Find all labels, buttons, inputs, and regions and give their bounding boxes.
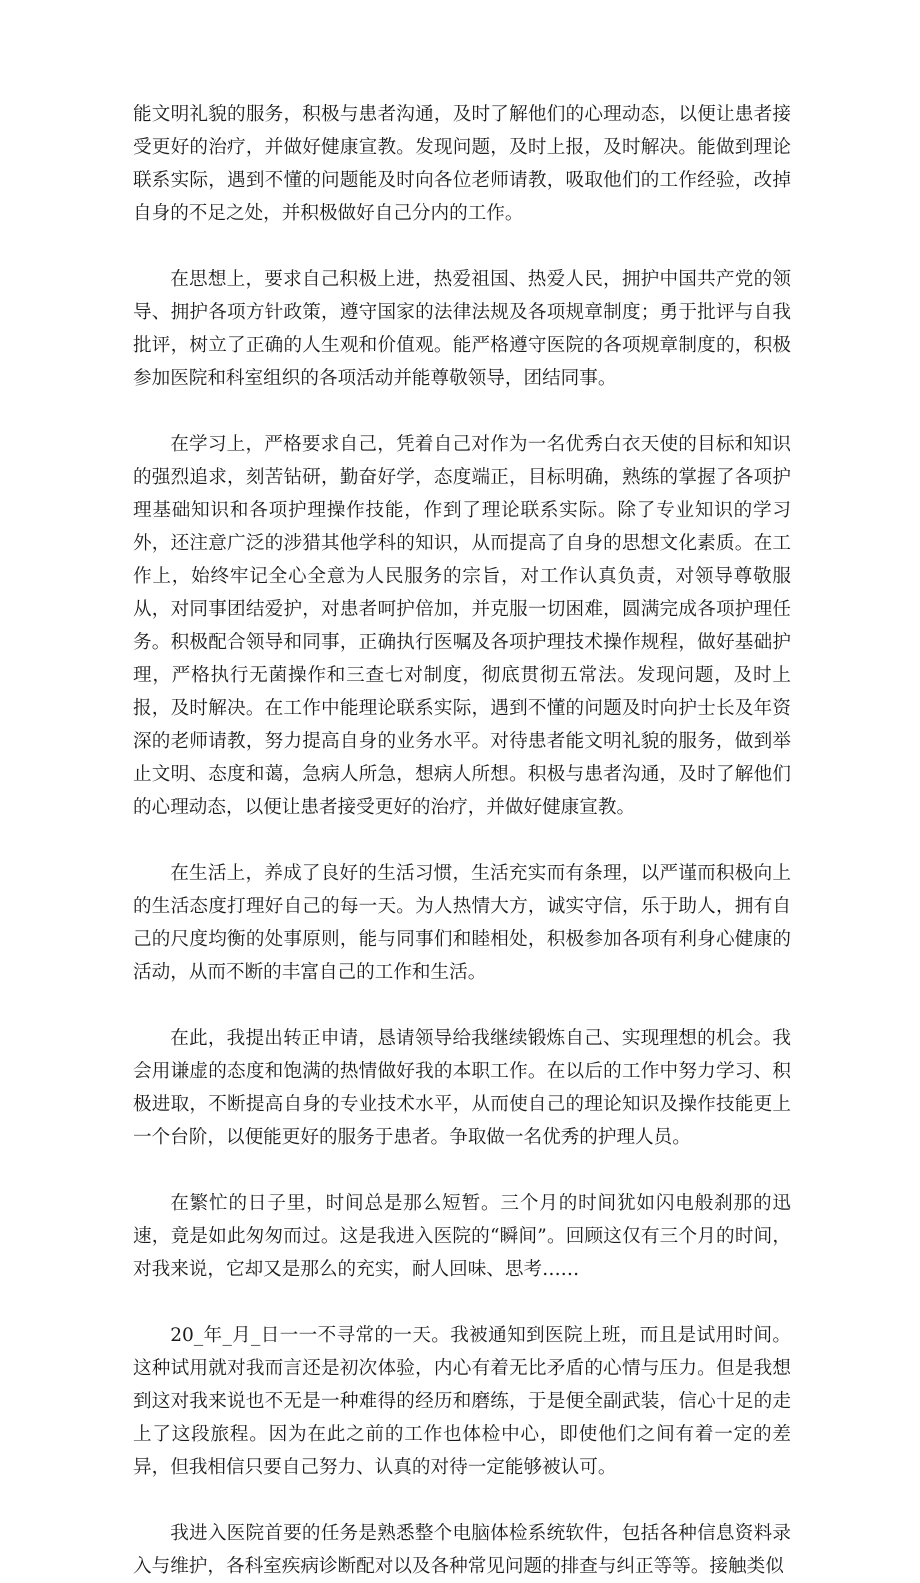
paragraph-3: 在学习上，严格要求自己，凭着自己对作为一名优秀白衣天使的目标和知识的强烈追求，刻苦钻研，勤奋好学，态度端正，目标明确，熟练的掌握了各项护理基础知识和各项护理操作技能，作到了理论联系实际。除了专业知识的学习外，还注意广泛的涉猎其他学科的知识，从而提高了自身的思想文化素质。在工作上，始终牢记全心全意为人民服务的宗旨，对工作认真负责，对领导尊敬服从，对同事团结爱护，对患者呵护倍加，并克服一切困难，圆满完成各项护理任务。积极配合领导和同事，正确执行医嘱及各项护理技术操作规程，做好基础护理，严格执行无菌操作和三查七对制度，彻底贯彻五常法。发现问题，及时上报，及时解决。在工作中能理论联系实际，遇到不懂的问题及时向护士长及年资深的老师请教，努力提高自身的业务水平。对待患者能文明礼貌的服务，做到举止文明、态度和蔼，急病人所急，想病人所想。积极与患者沟通，及时了解他们的心理动态，以便让患者接受更好的治疗，并做好健康宣教。: [133, 434, 791, 818]
paragraph-7: 20_年_月_日一一不寻常的一天。我被通知到医院上班，而且是试用时间。这种试用就对我而言还是初次体验，内心有着无比矛盾的心情与压力。但是我想到这对我来说也不无是一种难得的经历和磨练，于是便全副武装，信心十足的走上了这段旅程。因为在此之前的工作也体检中心，即使他们之间有着一定的差异，但我相信只要自己努力、认真的对待一定能够被认可。: [133, 1325, 791, 1478]
paragraph-8: 我进入医院首要的任务是熟悉整个电脑体检系统软件，包括各种信息资料录入与维护，各科室疾病诊断配对以及各种常见问题的排查与纠正等等。接触类似: [133, 1523, 791, 1577]
paragraph-2: 在思想上，要求自己积极上进，热爱祖国、热爱人民，拥护中国共产党的领导、拥护各项方针政策，遵守国家的法律法规及各项规章制度；勇于批评与自我批评，树立了正确的人生观和价值观。能严格遵守医院的各项规章制度的，积极参加医院和科室组织的各项活动并能尊敬领导，团结同事。: [133, 269, 791, 389]
document-body: [133, 98, 791, 1583]
paragraph-5: 在此，我提出转正申请，恳请领导给我继续锻炼自己、实现理想的机会。我会用谦虚的态度和饱满的热情做好我的本职工作。在以后的工作中努力学习、积极进取，不断提高自身的专业技术水平，从而使自己的理论知识及操作技能更上一个台阶，以便能更好的服务于患者。争取做一名优秀的护理人员。: [133, 1028, 791, 1148]
paragraph-6: 在繁忙的日子里，时间总是那么短暂。三个月的时间犹如闪电般刹那的迅速，竟是如此匆匆而过。这是我进入医院的“瞬间”。回顾这仅有三个月的时间，对我来说，它却又是那么的充实，耐人回味、思考……: [133, 1193, 791, 1280]
paragraph-4: 在生活上，养成了良好的生活习惯，生活充实而有条理，以严谨而积极向上的生活态度打理好自己的每一天。为人热情大方，诚实守信，乐于助人，拥有自己的尺度均衡的处事原则，能与同事们和睦相处，积极参加各项有利身心健康的活动，从而不断的丰富自己的工作和生活。: [133, 863, 791, 983]
paragraph-1: 能文明礼貌的服务，积极与患者沟通，及时了解他们的心理动态，以便让患者接受更好的治疗，并做好健康宣教。发现问题，及时上报，及时解决。能做到理论联系实际，遇到不懂的问题能及时向各位老师请教，吸取他们的工作经验，改掉自身的不足之处，并积极做好自己分内的工作。: [133, 104, 791, 224]
